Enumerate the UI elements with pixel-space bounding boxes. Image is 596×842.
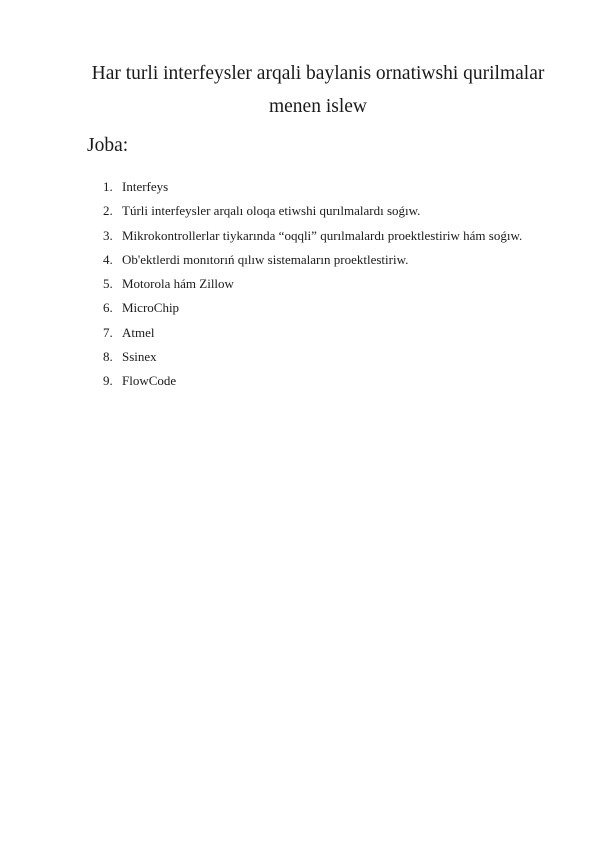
list-item bbox=[0, 248, 596, 272]
list-item bbox=[0, 175, 596, 199]
list-item-number: 3. bbox=[103, 227, 113, 243]
list-item-number: 9. bbox=[103, 373, 113, 389]
list-item bbox=[0, 321, 596, 345]
list-item-text: Ssinex bbox=[122, 349, 157, 365]
list-item-number: 1. bbox=[103, 179, 113, 194]
list-item-number: 7. bbox=[103, 324, 113, 340]
list-item-text: Motorola hám Zillow bbox=[122, 276, 234, 292]
list-item bbox=[0, 224, 596, 248]
list-item-text: Atmel bbox=[122, 324, 155, 340]
list-item-number: 5. bbox=[103, 276, 113, 292]
list-item-text: Mikrokontrollerlar tiykarında “oqqli” qurılmalardı proektlestiriw hám soǵıw. bbox=[122, 227, 523, 243]
list-item-number: 4. bbox=[103, 251, 113, 267]
plan-heading: Joba: bbox=[87, 135, 129, 156]
list-item-text: Interfeys bbox=[122, 179, 169, 194]
list-item-text: Ob'ektlerdi monıtorıń qılıw sistemaların proektlestiriw. bbox=[122, 251, 409, 267]
list-item-text: FlowCode bbox=[122, 373, 177, 389]
list-item-text: Túrli interfeysler arqalı oloqa etiwshi qurılmalardı soǵıw. bbox=[122, 203, 421, 219]
list-item-number: 6. bbox=[103, 300, 113, 316]
list-item bbox=[0, 199, 596, 223]
list-item bbox=[0, 296, 596, 320]
document-title: Har turli interfeysler arqali baylanis ornatiwshi qurilmalar menen islew bbox=[91, 63, 545, 117]
list-item bbox=[0, 272, 596, 296]
list-item bbox=[0, 345, 596, 369]
plan-list bbox=[0, 175, 596, 394]
list-item-number: 2. bbox=[103, 203, 113, 219]
list-item bbox=[0, 369, 596, 393]
list-item-text: MicroChip bbox=[122, 300, 180, 316]
list-item-number: 8. bbox=[103, 349, 113, 365]
